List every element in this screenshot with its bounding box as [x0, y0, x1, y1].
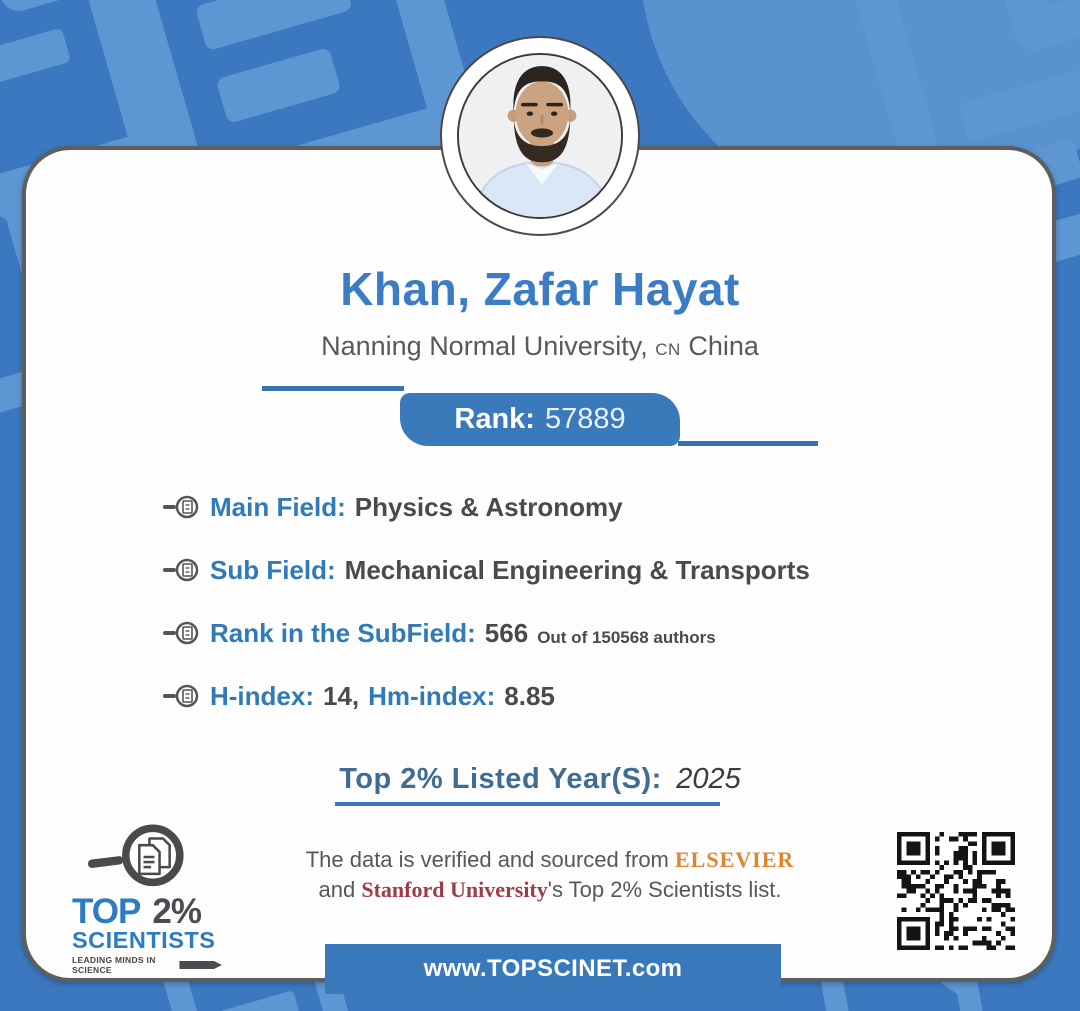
detail-row-h-index: [162, 678, 555, 714]
affiliation: [0, 331, 1080, 362]
stanford-wordmark: Stanford University: [361, 876, 548, 902]
document-magnifier-bullet-icon: [162, 683, 202, 709]
logo-word-percent: 2%: [152, 892, 202, 931]
ribbon-line-left: [262, 386, 404, 391]
profile-photo: [457, 53, 623, 219]
main-field-label: Main Field:: [210, 491, 346, 522]
profile-photo-frame: [440, 36, 640, 236]
detail-row-subfield-rank: [162, 615, 716, 651]
listed-years-value: 2025: [676, 763, 741, 795]
rank-value: 57889: [544, 403, 626, 435]
logo-top-row: [72, 892, 222, 931]
ribbon-line-right: [678, 441, 818, 446]
sub-field-value: Mechanical Engineering & Transports: [344, 554, 810, 585]
document-magnifier-bullet-icon: [162, 494, 202, 520]
listed-years-underline: [335, 802, 720, 806]
listed-years-row: [0, 763, 1080, 796]
qr-code: [897, 832, 1015, 950]
document-magnifier-bullet-icon: [162, 620, 202, 646]
logo-tagline: LEADING MINDS IN SCIENCE: [72, 955, 156, 975]
subfield-rank-note: Out of 150568 authors: [537, 627, 716, 647]
elsevier-wordmark: ELSEVIER: [675, 847, 795, 872]
country-code: CN: [655, 340, 681, 359]
profile-photo-illustration: [459, 55, 623, 219]
footer-bar: [325, 944, 781, 994]
hm-index-label: Hm-index:: [368, 680, 496, 711]
main-field-value: Physics & Astronomy: [354, 491, 623, 522]
magnifying-glass-documents-icon: [82, 818, 200, 896]
document-magnifier-bullet-icon: [162, 557, 202, 583]
detail-row-sub-field: [162, 552, 810, 588]
listed-years-label: Top 2% Listed Year(S):: [339, 763, 662, 795]
hm-index-value: 8.85: [504, 680, 555, 711]
subfield-rank-value: 566: [484, 617, 529, 648]
sub-field-label: Sub Field:: [210, 554, 336, 585]
attribution-line2-prefix: and: [318, 876, 362, 902]
logo-tagline-row: [72, 955, 222, 975]
subfield-rank-label: Rank in the SubField:: [210, 617, 476, 648]
rank-label: Rank:: [454, 403, 535, 435]
affiliation-text: Nanning Normal University,: [321, 331, 648, 361]
attribution-line2-suffix: 's Top 2% Scientists list.: [547, 876, 782, 902]
logo-arrow-icon: [179, 961, 222, 969]
logo-word-top: TOP: [72, 892, 140, 931]
scientist-name: Khan, Zafar Hayat: [340, 263, 740, 315]
website-url: www.TOPSCINET.com: [423, 955, 683, 982]
top2-scientists-logo: [72, 818, 222, 975]
h-index-label: H-index:: [210, 680, 314, 711]
data-source-note: [240, 845, 860, 904]
detail-row-main-field: [162, 489, 623, 525]
h-index-value: 14,: [323, 680, 360, 711]
attribution-line1-prefix: The data is verified and sourced from: [305, 847, 675, 872]
rank-banner: [400, 393, 680, 446]
logo-word-scientists: SCIENTISTS: [72, 927, 216, 953]
country: China: [688, 331, 759, 361]
